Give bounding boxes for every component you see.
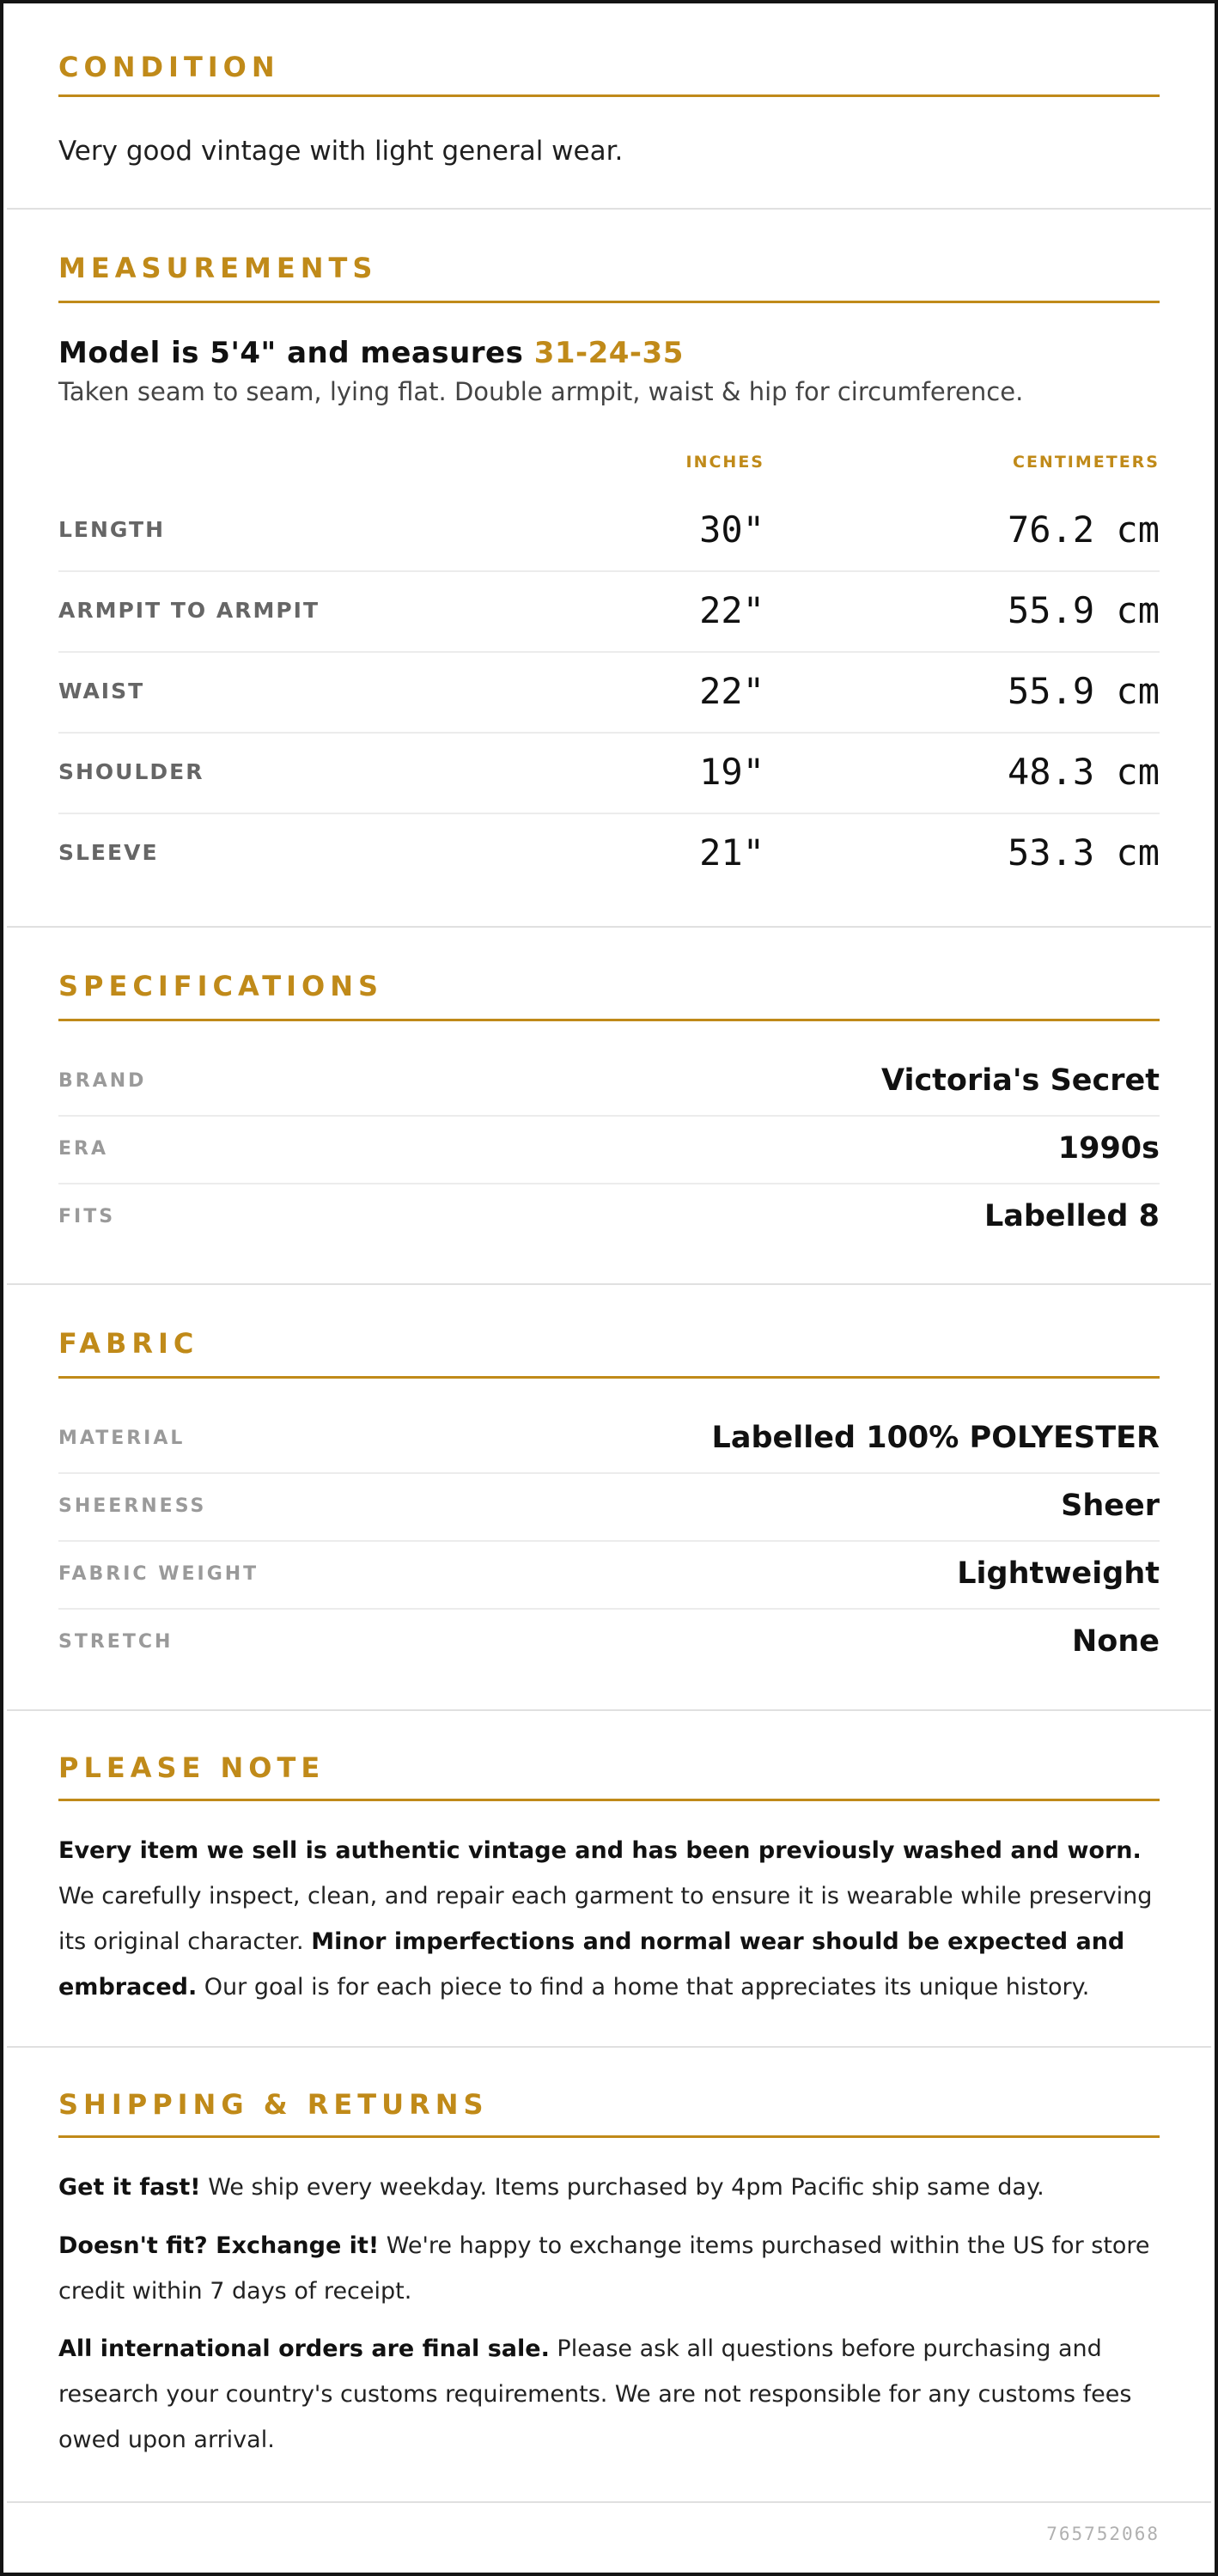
fabric-label: SHEERNESS (58, 1495, 207, 1517)
measurement-label: WAIST (58, 679, 145, 703)
shipping-text-3: Please ask all questions before purchasing and research your country's customs requirements. We are not responsible for any customs fees owed upon arrival. (58, 2335, 1132, 2453)
measurement-inches: 22" (699, 670, 764, 712)
specifications-heading: SPECIFICATIONS (58, 970, 384, 1002)
shipping-bold-1: Get it fast! (58, 2174, 201, 2201)
measurement-row-shoulder (58, 732, 1160, 814)
measurement-row-sleeve (58, 813, 1160, 893)
fabric-value: Lightweight (957, 1556, 1160, 1591)
model-measures-text (58, 333, 684, 373)
model-prefix: Model is 5'4" and measures (58, 336, 534, 370)
fabric-row-material (58, 1405, 1160, 1474)
measurement-cm: 55.9 cm (1007, 589, 1160, 631)
specifications-section (7, 928, 1211, 1285)
condition-text: Very good vintage with light general wear. (58, 136, 624, 167)
fabric-label: FABRIC WEIGHT (58, 1563, 259, 1585)
footer-section (7, 2503, 1211, 2576)
sku-number: 765752068 (1046, 2524, 1160, 2544)
spec-row-era (58, 1116, 1160, 1184)
spec-row-fits (58, 1184, 1160, 1251)
please-note-heading: PLEASE NOTE (58, 1751, 326, 1784)
condition-section (7, 3, 1211, 210)
note-text-2: Our goal is for each piece to find a home that appreciates its unique history. (197, 1974, 1090, 2001)
fabric-rule (58, 1376, 1160, 1379)
please-note-rule (58, 1799, 1160, 1801)
spec-value: 1990s (1057, 1131, 1160, 1166)
condition-heading: CONDITION (58, 51, 280, 83)
note-bold-2: Minor imperfections and normal wear should be expected and embraced. (58, 1928, 1125, 2001)
measurement-row-armpit (58, 570, 1160, 653)
shipping-paragraph-3 (58, 2326, 1160, 2463)
shipping-heading: SHIPPING & RETURNS (58, 2088, 489, 2121)
col-cm-header: CENTIMETERS (1013, 453, 1160, 472)
measurement-inches: 19" (699, 751, 764, 793)
fabric-row-stretch (58, 1609, 1160, 1676)
measurement-inches: 30" (699, 509, 764, 551)
fabric-label: MATERIAL (58, 1428, 186, 1449)
note-bold-1: Every item we sell is authentic vintage and has been previously washed and worn. (58, 1837, 1142, 1864)
spec-label: ERA (58, 1138, 108, 1160)
shipping-paragraph-1 (58, 2165, 1160, 2210)
note-text-1: We carefully inspect, clean, and repair each garment to ensure it is wearable while preserving its original character. (58, 1883, 1153, 1955)
please-note-section (7, 1711, 1211, 2048)
fabric-row-sheerness (58, 1473, 1160, 1542)
shipping-text-1: We ship every weekday. Items purchased by 4pm Pacific ship same day. (200, 2174, 1044, 2201)
measurement-label: LENGTH (58, 517, 165, 542)
measurement-inches: 22" (699, 589, 764, 631)
shipping-paragraph-2 (58, 2223, 1160, 2314)
spec-row-brand (58, 1048, 1160, 1117)
fabric-row-weight (58, 1541, 1160, 1610)
model-measures-accent: 31-24-35 (533, 336, 684, 370)
measurements-section (7, 210, 1211, 928)
spec-label: FITS (58, 1206, 116, 1227)
condition-rule (58, 94, 1160, 97)
measurement-cm: 48.3 cm (1007, 751, 1160, 793)
fabric-label: STRETCH (58, 1631, 174, 1653)
measurement-cm: 53.3 cm (1007, 831, 1160, 874)
shipping-rule (58, 2135, 1160, 2138)
measurement-cm: 55.9 cm (1007, 670, 1160, 712)
measurement-cm: 76.2 cm (1007, 509, 1160, 551)
shipping-bold-3: All international orders are final sale. (58, 2335, 550, 2362)
measurement-label: SLEEVE (58, 840, 159, 865)
fabric-value: Labelled 100% POLYESTER (711, 1421, 1160, 1455)
measurements-rule (58, 301, 1160, 303)
measurement-inches: 21" (699, 831, 764, 874)
spec-label: BRAND (58, 1070, 147, 1092)
spec-value: Victoria's Secret (880, 1063, 1160, 1098)
fabric-value: None (1072, 1624, 1160, 1659)
shipping-bold-2: Doesn't fit? Exchange it! (58, 2232, 380, 2259)
measurement-note: Taken seam to seam, lying flat. Double armpit, waist & hip for circumference. (58, 377, 1024, 406)
col-inches-header: INCHES (685, 453, 764, 472)
specifications-rule (58, 1019, 1160, 1021)
shipping-text-2: We're happy to exchange items purchased within the US for store credit within 7 days of receipt. (58, 2232, 1150, 2305)
measurement-row-waist (58, 651, 1160, 734)
measurement-row-length (58, 490, 1160, 572)
please-note-paragraph (58, 1828, 1160, 2010)
shipping-section (7, 2048, 1211, 2503)
fabric-value: Sheer (1061, 1489, 1160, 1523)
measurement-label: ARMPIT TO ARMPIT (58, 598, 320, 623)
measurement-label: SHOULDER (58, 759, 204, 784)
fabric-section (7, 1285, 1211, 1711)
measurements-heading: MEASUREMENTS (58, 252, 378, 284)
fabric-heading: FABRIC (58, 1327, 199, 1360)
spec-value: Labelled 8 (984, 1199, 1160, 1233)
